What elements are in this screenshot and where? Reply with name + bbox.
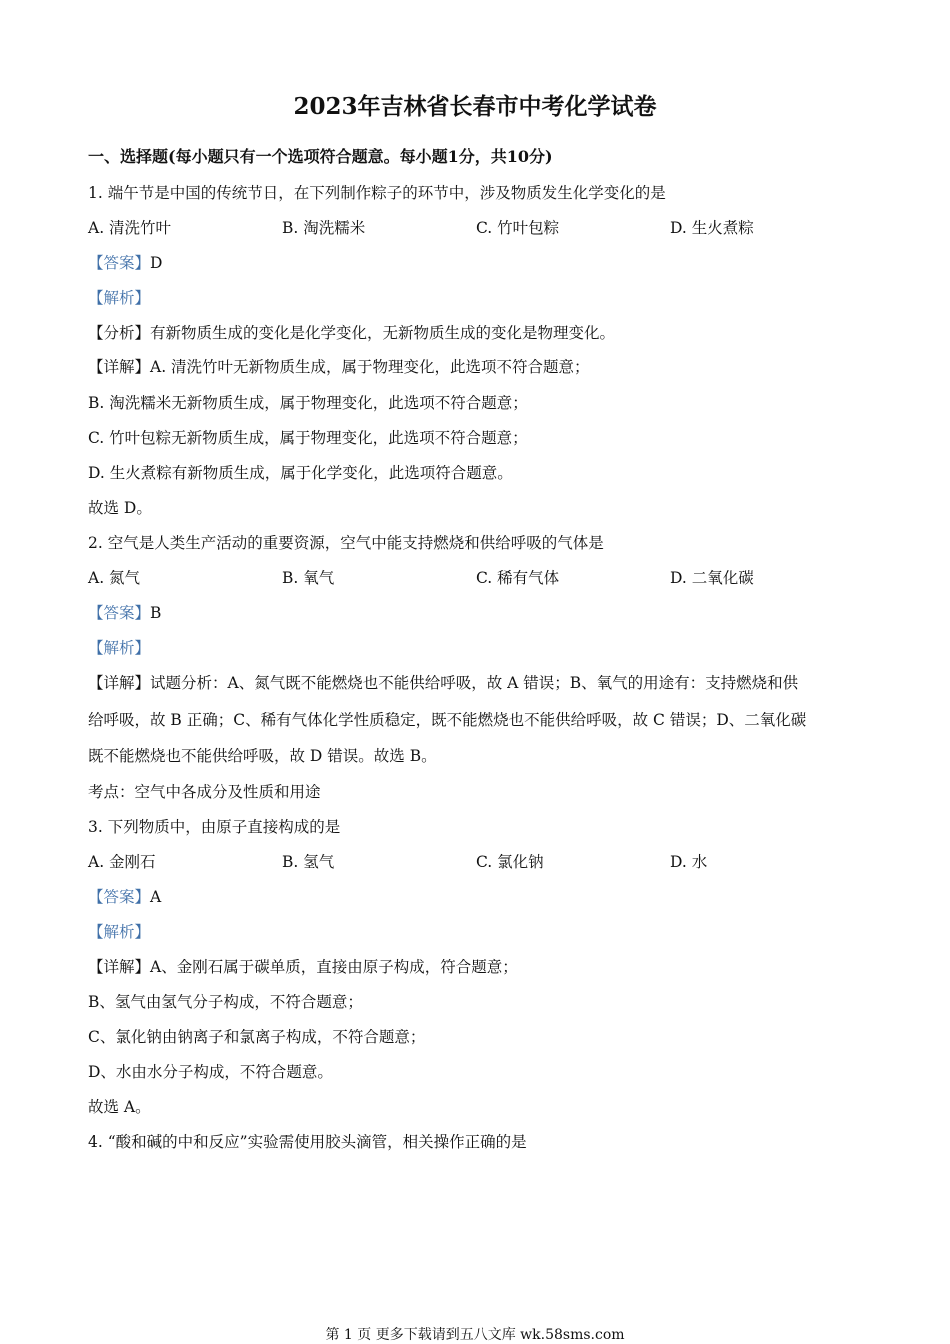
q1-analysis-tag: 【解析】 [88, 289, 151, 307]
section-heading: 一、选择题(每小题只有一个选项符合题意。每小题1分，共10分) [88, 147, 553, 166]
q2-explanation-line: 【详解】试题分析：A、氮气既不能燃烧也不能供给呼吸，故 A 错误；B、氧气的用途有：支持燃烧和供 [88, 674, 799, 692]
q2-explanation-line: 考点：空气中各成分及性质和用途 [88, 783, 321, 801]
q3-option-b: B. 氢气 [282, 853, 335, 871]
q2-explanation-line: 既不能燃烧也不能供给呼吸，故 D 错误。故选 B。 [88, 747, 437, 765]
answer-value: D [150, 254, 163, 272]
q1-option-b: B. 淘洗糯米 [282, 219, 366, 237]
answer-value: A [150, 888, 162, 906]
question-4-stem: 4. “酸和碱的中和反应”实验需使用胶头滴管，相关操作正确的是 [88, 1133, 527, 1151]
q3-answer [88, 887, 161, 907]
question-3-stem: 3. 下列物质中，由原子直接构成的是 [88, 818, 341, 836]
q1-explanation-line: D. 生火煮粽有新物质生成，属于化学变化，此选项符合题意。 [88, 464, 513, 482]
q3-explanation-line: C、氯化钠由钠离子和氯离子构成，不符合题意； [88, 1028, 426, 1046]
q3-option-d: D. 水 [670, 853, 708, 871]
q2-analysis-tag: 【解析】 [88, 639, 151, 657]
q3-analysis-tag: 【解析】 [88, 923, 151, 941]
q1-explanation-line: B. 淘洗糯米无新物质生成，属于物理变化，此选项不符合题意； [88, 394, 528, 412]
q1-explanation-line: 【详解】A. 清洗竹叶无新物质生成，属于物理变化，此选项不符合题意； [88, 358, 590, 376]
q3-option-c: C. 氯化钠 [476, 853, 544, 871]
q2-explanation-line: 给呼吸，故 B 正确；C、稀有气体化学性质稳定，既不能燃烧也不能供给呼吸，故 C 错误；D、二氧化碳 [88, 711, 807, 729]
answer-tag: 【答案】 [88, 604, 151, 622]
answer-tag: 【答案】 [88, 888, 151, 906]
q1-answer [88, 253, 162, 273]
q2-option-b: B. 氧气 [282, 569, 335, 587]
q1-option-d: D. 生火煮粽 [670, 219, 754, 237]
q2-answer [88, 603, 161, 623]
question-2-stem: 2. 空气是人类生产活动的重要资源，空气中能支持燃烧和供给呼吸的气体是 [88, 534, 604, 552]
question-1-stem: 1. 端午节是中国的传统节日，在下列制作粽子的环节中，涉及物质发生化学变化的是 [88, 184, 666, 202]
q2-option-a: A. 氮气 [88, 569, 141, 587]
q2-option-d: D. 二氧化碳 [670, 569, 754, 587]
q1-option-c: C. 竹叶包粽 [476, 219, 560, 237]
page-footer: 第 1 页 更多下载请到五八文库 wk.58sms.com [325, 1327, 625, 1343]
page-title: 2023年吉林省长春市中考化学试卷 [293, 93, 657, 120]
q3-explanation-line: 故选 A。 [88, 1098, 151, 1116]
q2-option-c: C. 稀有气体 [476, 569, 560, 587]
q3-explanation-line: D、水由水分子构成，不符合题意。 [88, 1063, 333, 1081]
q3-option-a: A. 金刚石 [88, 853, 156, 871]
q1-explanation-line: 故选 D。 [88, 499, 152, 517]
q3-explanation-line: B、氢气由氢气分子构成，不符合题意； [88, 993, 363, 1011]
q1-option-a: A. 清洗竹叶 [88, 219, 172, 237]
q1-explanation-line: 【分析】有新物质生成的变化是化学变化，无新物质生成的变化是物理变化。 [88, 324, 616, 342]
q3-explanation-line: 【详解】A、金刚石属于碳单质，直接由原子构成，符合题意； [88, 958, 518, 976]
answer-tag: 【答案】 [88, 254, 151, 272]
q1-explanation-line: C. 竹叶包粽无新物质生成，属于物理变化，此选项不符合题意； [88, 429, 528, 447]
answer-value: B [150, 604, 162, 622]
